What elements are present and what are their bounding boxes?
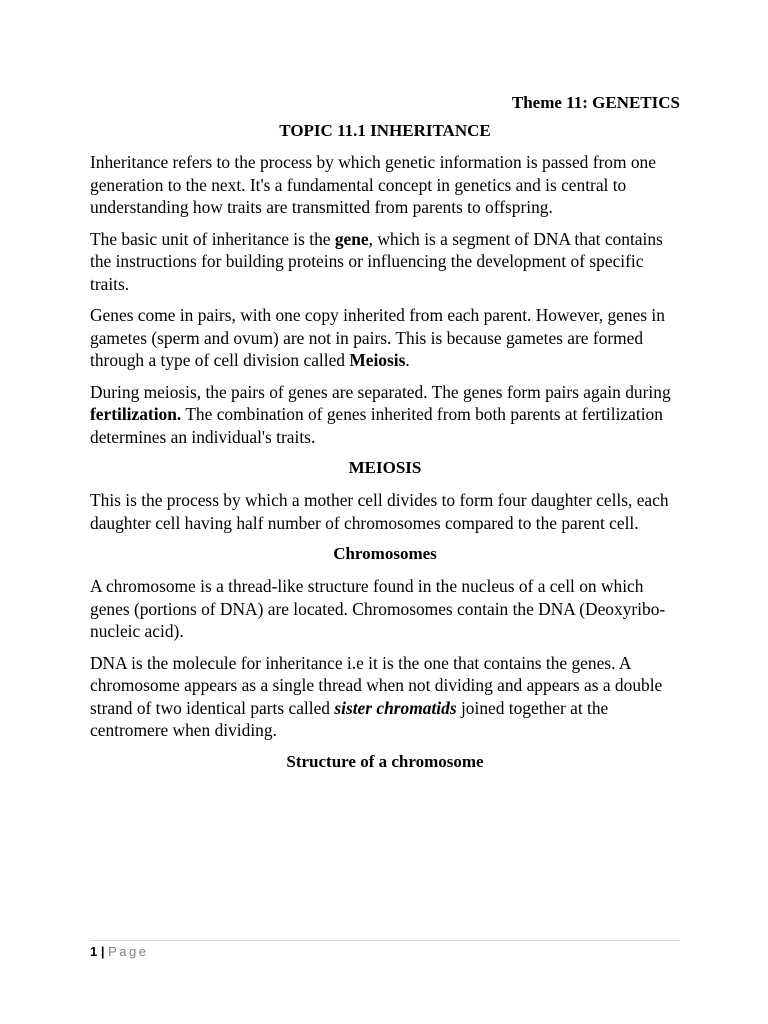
paragraph-dna-molecule [90, 652, 680, 742]
text-run: , which is a segment of DNA that contains the instructions for building proteins or influencing the development of specific traits. [90, 228, 663, 294]
document-page [90, 92, 680, 783]
page-number: 1 [90, 944, 98, 959]
theme-title: Theme 11: GENETICS [511, 93, 680, 112]
text-run: During meiosis, the pairs of genes are separated. The genes form pairs again during [90, 381, 671, 402]
text-run: The basic unit of inheritance is the [90, 228, 335, 249]
text-run: joined together at the centromere when dividing. [90, 697, 609, 740]
topic-title: TOPIC 11.1 INHERITANCE [279, 121, 491, 140]
paragraph-meiosis-definition: This is the process by which a mother cell divides to form four daughter cells, each daughter cell having half number of chromosomes compared to the parent cell. [90, 490, 669, 533]
paragraph-gene-unit [90, 228, 680, 296]
paragraph-genes-pairs [90, 304, 680, 372]
text-run: DNA is the molecule for inheritance i.e it is the one that contains the genes. A chromosome appears as a single thread when not dividing and appears as a double strand of two identical parts called [90, 652, 663, 718]
bold-italic-term-sister-chromatids: sister chromatids [334, 697, 457, 718]
text-run: The combination of genes inherited from both parents at fertilization determines an individual's traits. [90, 404, 663, 447]
bold-term-gene: gene [334, 228, 369, 249]
heading-structure-of-chromosome: Structure of a chromosome [286, 751, 484, 771]
paragraph-chromosome-definition: A chromosome is a thread-like structure found in the nucleus of a cell on which genes (portions of DNA) are located. Chromosomes contain the DNA (Deoxyribo-nucleic acid). [90, 576, 666, 641]
footer-separator: | [97, 944, 109, 959]
heading-meiosis: MEIOSIS [348, 458, 422, 477]
bold-term-fertilization: fertilization. [90, 404, 182, 424]
paragraph-fertilization [90, 381, 680, 449]
heading-chromosomes: Chromosomes [333, 544, 437, 563]
text-run: . [405, 350, 410, 370]
page-label: Page [108, 944, 149, 959]
text-run: Genes come in pairs, with one copy inherited from each parent. However, genes in gametes (sperm and ovum) are not in pairs. This is because gametes are formed through a type of cell division called [90, 305, 665, 370]
paragraph-inheritance-definition: Inheritance refers to the process by which genetic information is passed from one generation to the next. It's a fundamental concept in genetics and is central to understanding how traits are transmitted from parents to offspring. [90, 152, 656, 217]
page-footer [90, 940, 680, 961]
bold-term-meiosis: Meiosis [349, 350, 406, 370]
